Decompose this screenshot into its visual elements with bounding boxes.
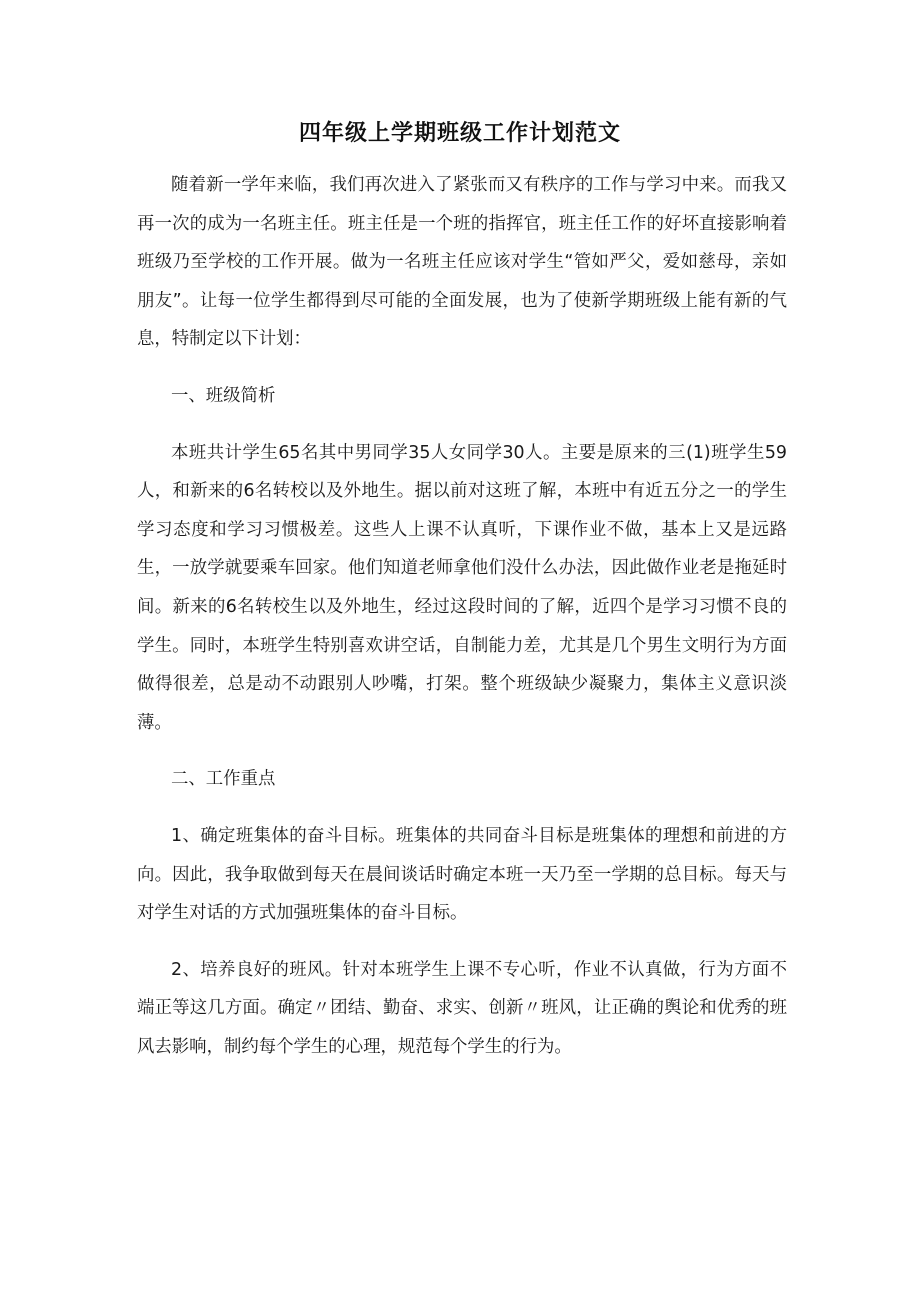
section-heading-work-focus: 二、工作重点 (171, 769, 276, 790)
document-title: 四年级上学期班级工作计划范文 (298, 121, 621, 146)
work-focus-item-2: 2、培养良好的班风。针对本班学生上课不专心听，作业不认真做，行为方面不端正等这几方面。确定〃团结、勤奋、求实、创新〃班风，让正确的舆论和优秀的班风去影响，制约每个学生的心理，规范每个学生的行为。 (137, 959, 787, 1057)
intro-paragraph: 随着新一学年来临，我们再次进入了紧张而又有秩序的工作与学习中来。而我又再一次的成为一名班主任。班主任是一个班的指挥官，班主任工作的好坏直接影响着班级乃至学校的工作开展。做为一名班主任应该对学生“管如严父，爱如慈母，亲如朋友”。让每一位学生都得到尽可能的全面发展，也为了使新学期班级上能有新的气息，特制定以下计划： (137, 175, 787, 350)
work-focus-item-1: 1、确定班集体的奋斗目标。班集体的共同奋斗目标是班集体的理想和前进的方向。因此，我争取做到每天在晨间谈话时确定本班一天乃至一学期的总目标。每天与对学生对话的方式加强班集体的奋斗目标。 (137, 825, 787, 924)
document-body (137, 166, 787, 1066)
class-analysis-paragraph: 本班共计学生65名其中男同学35人女同学30人。主要是原来的三(1)班学生59人，和新来的6名转校以及外地生。据以前对这班了解，本班中有近五分之一的学生学习态度和学习习惯极差。这些人上课不认真听，下课作业不做，基本上又是远路生，一放学就要乘车回家。他们知道老师拿他们没什么办法，因此做作业老是拖延时间。新来的6名转校生以及外地生，经过这段时间的了解，近四个是学习习惯不良的学生。同时，本班学生特别喜欢讲空话，自制能力差，尤其是几个男生文明行为方面做得很差，总是动不动跟别人吵嘴，打架。整个班级缺少凝聚力，集体主义意识淡薄。 (137, 442, 787, 733)
section-heading-class-analysis: 一、班级简析 (171, 385, 276, 406)
